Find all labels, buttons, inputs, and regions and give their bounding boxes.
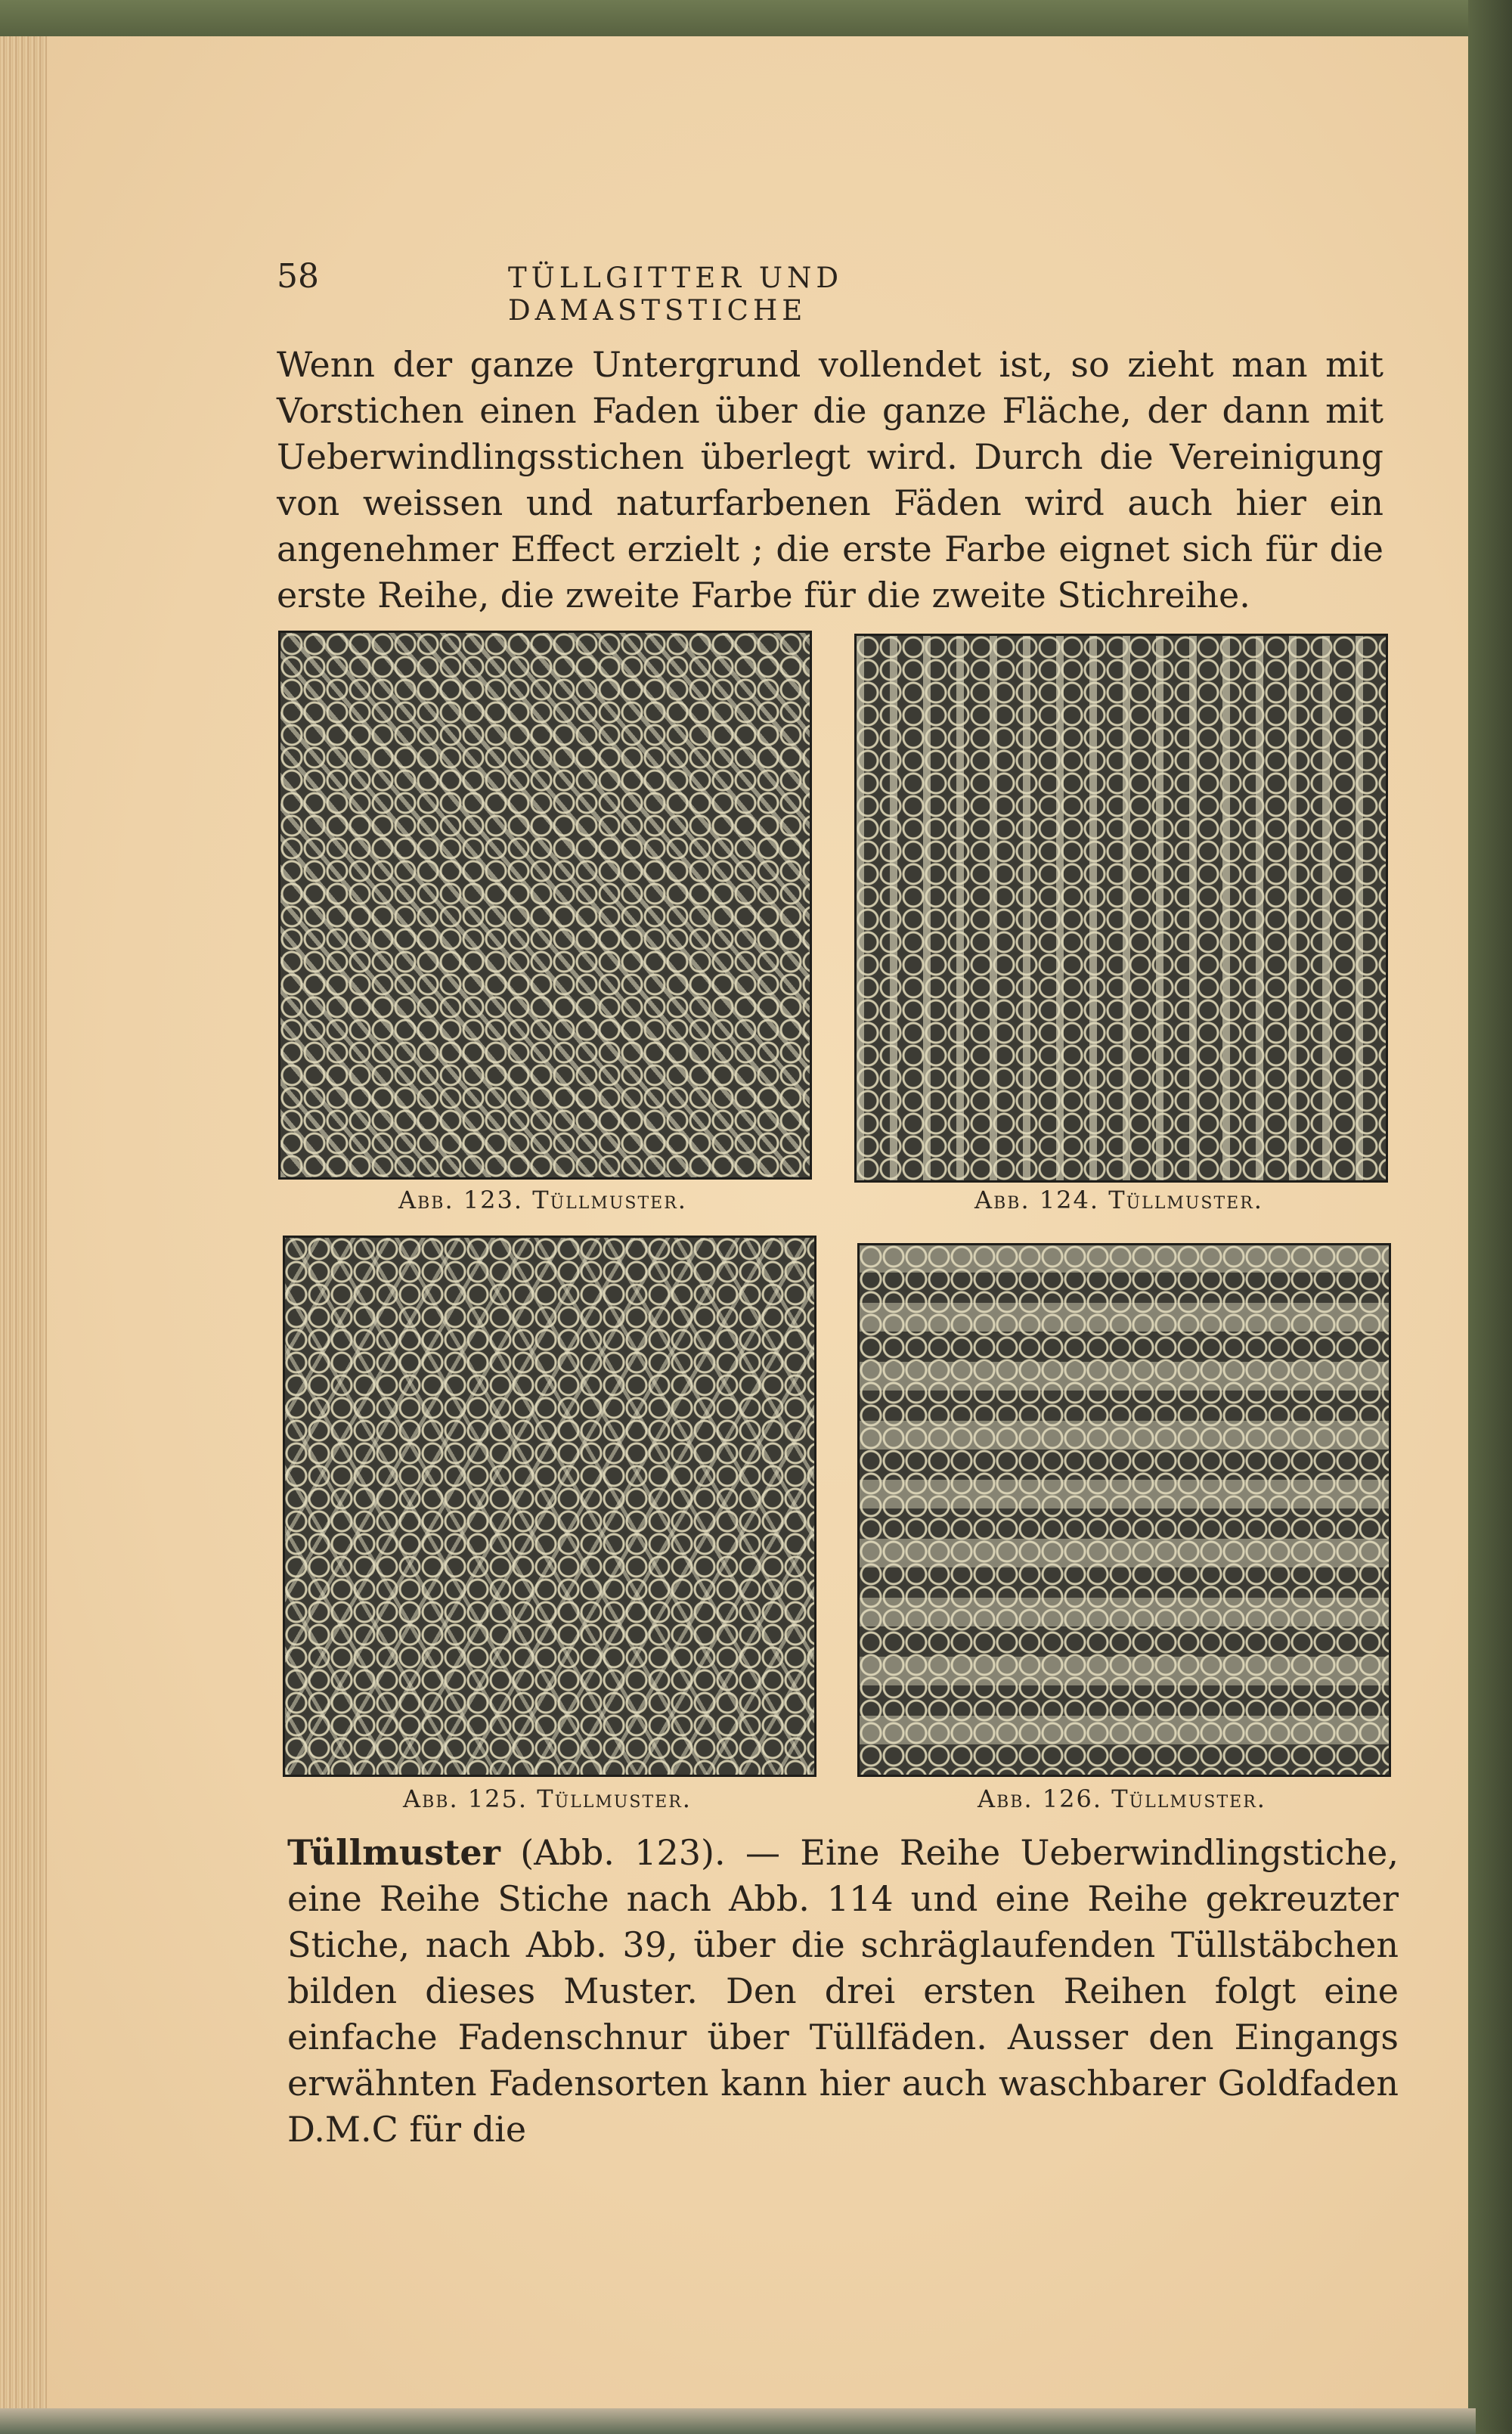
book-cover-right [1468,0,1512,2434]
figure-126-caption: Abb. 126. Tüllmuster. [978,1784,1266,1813]
page-edges [0,36,47,2411]
paragraph-top: Wenn der ganze Untergrund vollendet ist, so zieht man mit Vorstichen einen Faden über die ganze Fläche, der dann mit Ueberwindlingsstichen überlegt wird. Durch die Vereinigung von weissen und naturfarbenen Fäden wird auch hier ein angenehmer Effect erzielt ; die erste Farbe eignet sich für die erste Reihe, die zweite Farbe für die zweite Stichreihe. [277,344,1383,615]
figure-124-image [854,634,1388,1183]
figure-125-image [283,1236,816,1777]
page-header [277,257,1146,327]
page-number: 58 [277,257,319,296]
figure-125-caption: Abb. 125. Tüllmuster. [403,1784,692,1813]
figure-126-image [857,1243,1391,1777]
book-cover-bottom [0,2408,1476,2434]
book-cover-top [0,0,1512,39]
figure-123-caption: Abb. 123. Tüllmuster. [398,1186,687,1214]
paragraph-lead: Tüllmuster [287,1832,500,1873]
paragraph-bottom [287,1830,1399,2153]
figure-123-image [278,631,812,1180]
paragraph-bottom-text: (Abb. 123). — Eine Reihe Ueberwindlingstiche, eine Reihe Stiche nach Abb. 114 und eine Reihe gekreuzter Stiche, nach Abb. 39, über die schräglaufenden Tüllstäbchen bilden dieses Muster. Den drei ersten Reihen folgt eine einfache Fadenschnur über Tüllfäden. Ausser den Eingangs erwähnten Fadensorten kann hier auch waschbarer Goldfaden D.M.C für die [287,1832,1399,2150]
figure-124-caption: Abb. 124. Tüllmuster. [974,1186,1263,1214]
running-title: TÜLLGITTER UND DAMASTSTICHE [508,262,844,327]
